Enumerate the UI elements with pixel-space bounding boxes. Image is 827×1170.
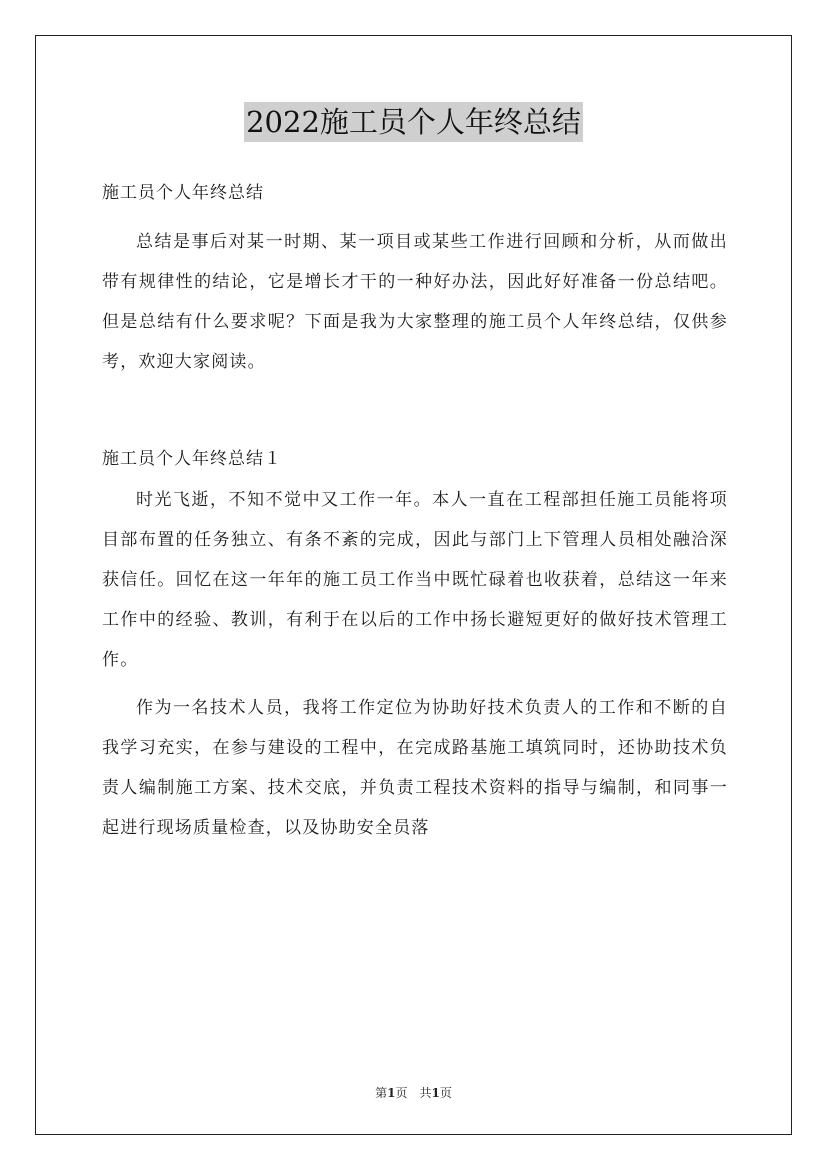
footer-total-pages: 1: [431, 1086, 440, 1100]
intro-paragraph: 总结是事后对某一时期、某一项目或某些工作进行回顾和分析，从而做出带有规律性的结论，它是增长才干的一种好办法，因此好好准备一份总结吧。但是总结有什么要求呢？下面是我为大家整理的施工员个人年终总结，仅供参考，欢迎大家阅读。: [102, 232, 728, 372]
footer-prefix: 第: [375, 1086, 388, 1100]
footer-current-page: 1: [387, 1086, 396, 1100]
footer-suffix: 页: [439, 1086, 452, 1100]
footer-mid: 页 共: [395, 1086, 432, 1100]
section-heading-1: 施工员个人年终总结: [102, 183, 264, 203]
body-paragraph-2: 作为一名技术人员，我将工作定位为协助好技术负责人的工作和不断的自我学习充实，在参与建设的工程中，在完成路基施工填筑同时，还协助技术负责人编制施工方案、技术交底，并负责工程技术资料的指导与编制，和同事一起进行现场质量检查，以及协助安全员落: [102, 698, 728, 838]
title-container: [0, 102, 827, 142]
document-body: [102, 176, 728, 848]
page-footer: [0, 1084, 827, 1101]
document-title: 2022施工员个人年终总结: [244, 102, 583, 142]
body-paragraph-1: 时光飞逝，不知不觉中又工作一年。本人一直在工程部担任施工员能将项目部布置的任务独立、有条不紊的完成，因此与部门上下管理人员相处融洽深获信任。回忆在这一年年的施工员工作当中既忙碌着也收获着，总结这一年来工作中的经验、教训，有利于在以后的工作中扬长避短更好的做好技术管理工作。: [102, 490, 728, 670]
section-heading-2: 施工员个人年终总结１: [102, 449, 282, 469]
